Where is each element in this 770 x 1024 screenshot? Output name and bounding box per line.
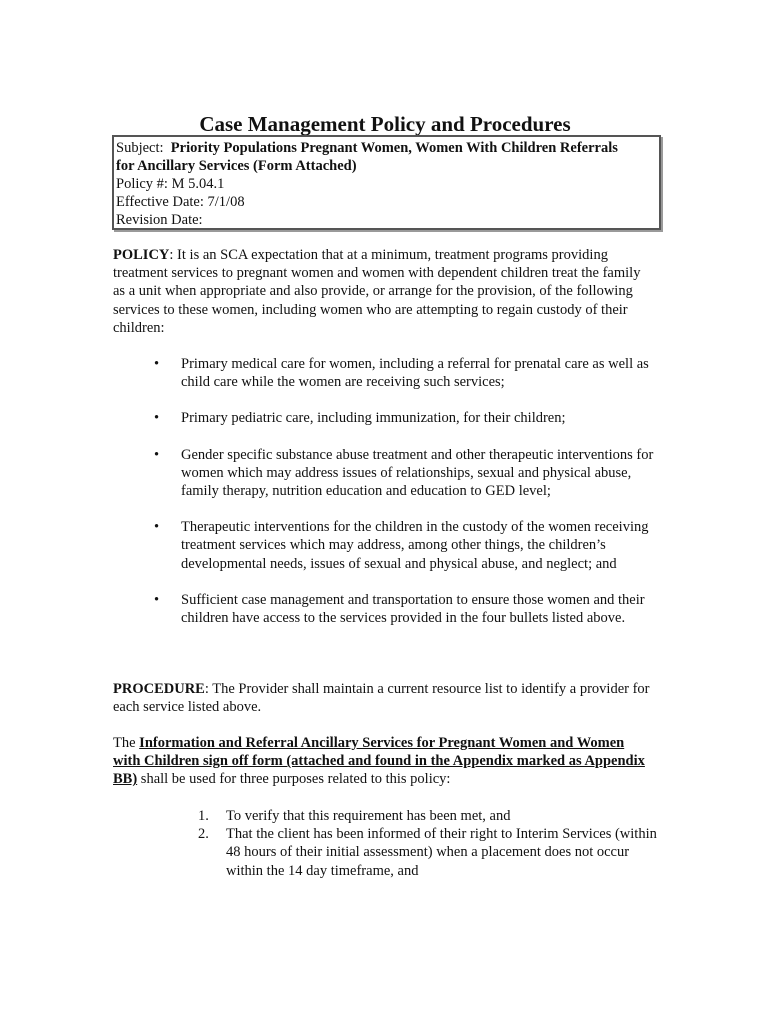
list-text: To verify that this requirement has been met, and xyxy=(226,808,511,824)
form-reference: Information and Referral Ancillary Services for Pregnant Women and Women with Children sign off form (attached and found in the Appendix marked as Appendix BB) xyxy=(113,735,645,788)
subject-text-2: for Ancillary Services (Form Attached) xyxy=(116,158,357,174)
bullet-text: Gender specific substance abuse treatment and other therapeutic interventions for women which may address issues of relationships, sexual and physical abuse, family therapy, nutrition education and education to GED level; xyxy=(181,446,654,500)
list-item xyxy=(150,355,660,391)
subject-text-1: Priority Populations Pregnant Women, Women With Children Referrals xyxy=(170,140,618,156)
subject-line xyxy=(114,139,659,157)
services-bullet-list xyxy=(150,355,660,627)
bullet-icon: • xyxy=(154,356,160,372)
subject-line-2 xyxy=(114,157,659,175)
policy-header-box xyxy=(112,135,661,230)
info-suffix: shall be used for three purposes related to this policy: xyxy=(137,771,451,788)
list-number: 1. xyxy=(198,808,209,824)
list-item xyxy=(198,825,668,880)
procedure-text: : The Provider shall maintain a current resource list to identify a provider for each service listed above. xyxy=(113,681,650,716)
info-prefix: The xyxy=(113,735,140,751)
bullet-text: Primary pediatric care, including immunization, for their children; xyxy=(181,410,566,427)
list-item xyxy=(150,591,660,627)
info-paragraph xyxy=(113,734,653,789)
list-item xyxy=(198,807,668,825)
bullet-text: Therapeutic interventions for the children in the custody of the women receiving treatment services which may address, among other things, the children’s developmental needs, issues of sexual and physical abuse, and neglect; and xyxy=(181,519,649,572)
list-item xyxy=(150,446,660,501)
purposes-numbered-list xyxy=(198,807,668,880)
effective-date: Effective Date: 7/1/08 xyxy=(116,194,245,210)
page-title: Case Management Policy and Procedures xyxy=(199,112,571,136)
policy-paragraph xyxy=(113,246,653,337)
list-item xyxy=(150,409,660,427)
subject-label: Subject: xyxy=(116,140,164,156)
bullet-icon: • xyxy=(154,410,160,427)
bullet-text: Sufficient case management and transportation to ensure those women and their children have access to the services provided in the four bullets listed above. xyxy=(181,591,645,627)
bullet-text: Primary medical care for women, including a referral for prenatal care as well as child care while the women are receiving such services; xyxy=(181,356,649,391)
procedure-paragraph xyxy=(113,680,653,716)
procedure-label: PROCEDURE xyxy=(113,681,205,697)
revision-date: Revision Date: xyxy=(116,212,203,228)
policy-number: Policy #: M 5.04.1 xyxy=(116,176,225,192)
list-number: 2. xyxy=(198,826,209,843)
bullet-icon: • xyxy=(154,446,160,463)
bullet-icon: • xyxy=(154,519,160,536)
policy-label: POLICY xyxy=(113,247,170,263)
policy-text: : It is an SCA expectation that at a minimum, treatment programs providing treatment services to pregnant women and women with dependent children treat the family as a unit when appropriate and also provide, or arrange for the provision, of the following services to these women, including women who are attempting to regain custody of their children: xyxy=(113,247,641,336)
list-item xyxy=(150,518,660,573)
bullet-icon: • xyxy=(154,591,160,608)
list-text: That the client has been informed of their right to Interim Services (within 48 hours of their initial assessment) when a placement does not occur within the 14 day timeframe, and xyxy=(226,826,657,879)
